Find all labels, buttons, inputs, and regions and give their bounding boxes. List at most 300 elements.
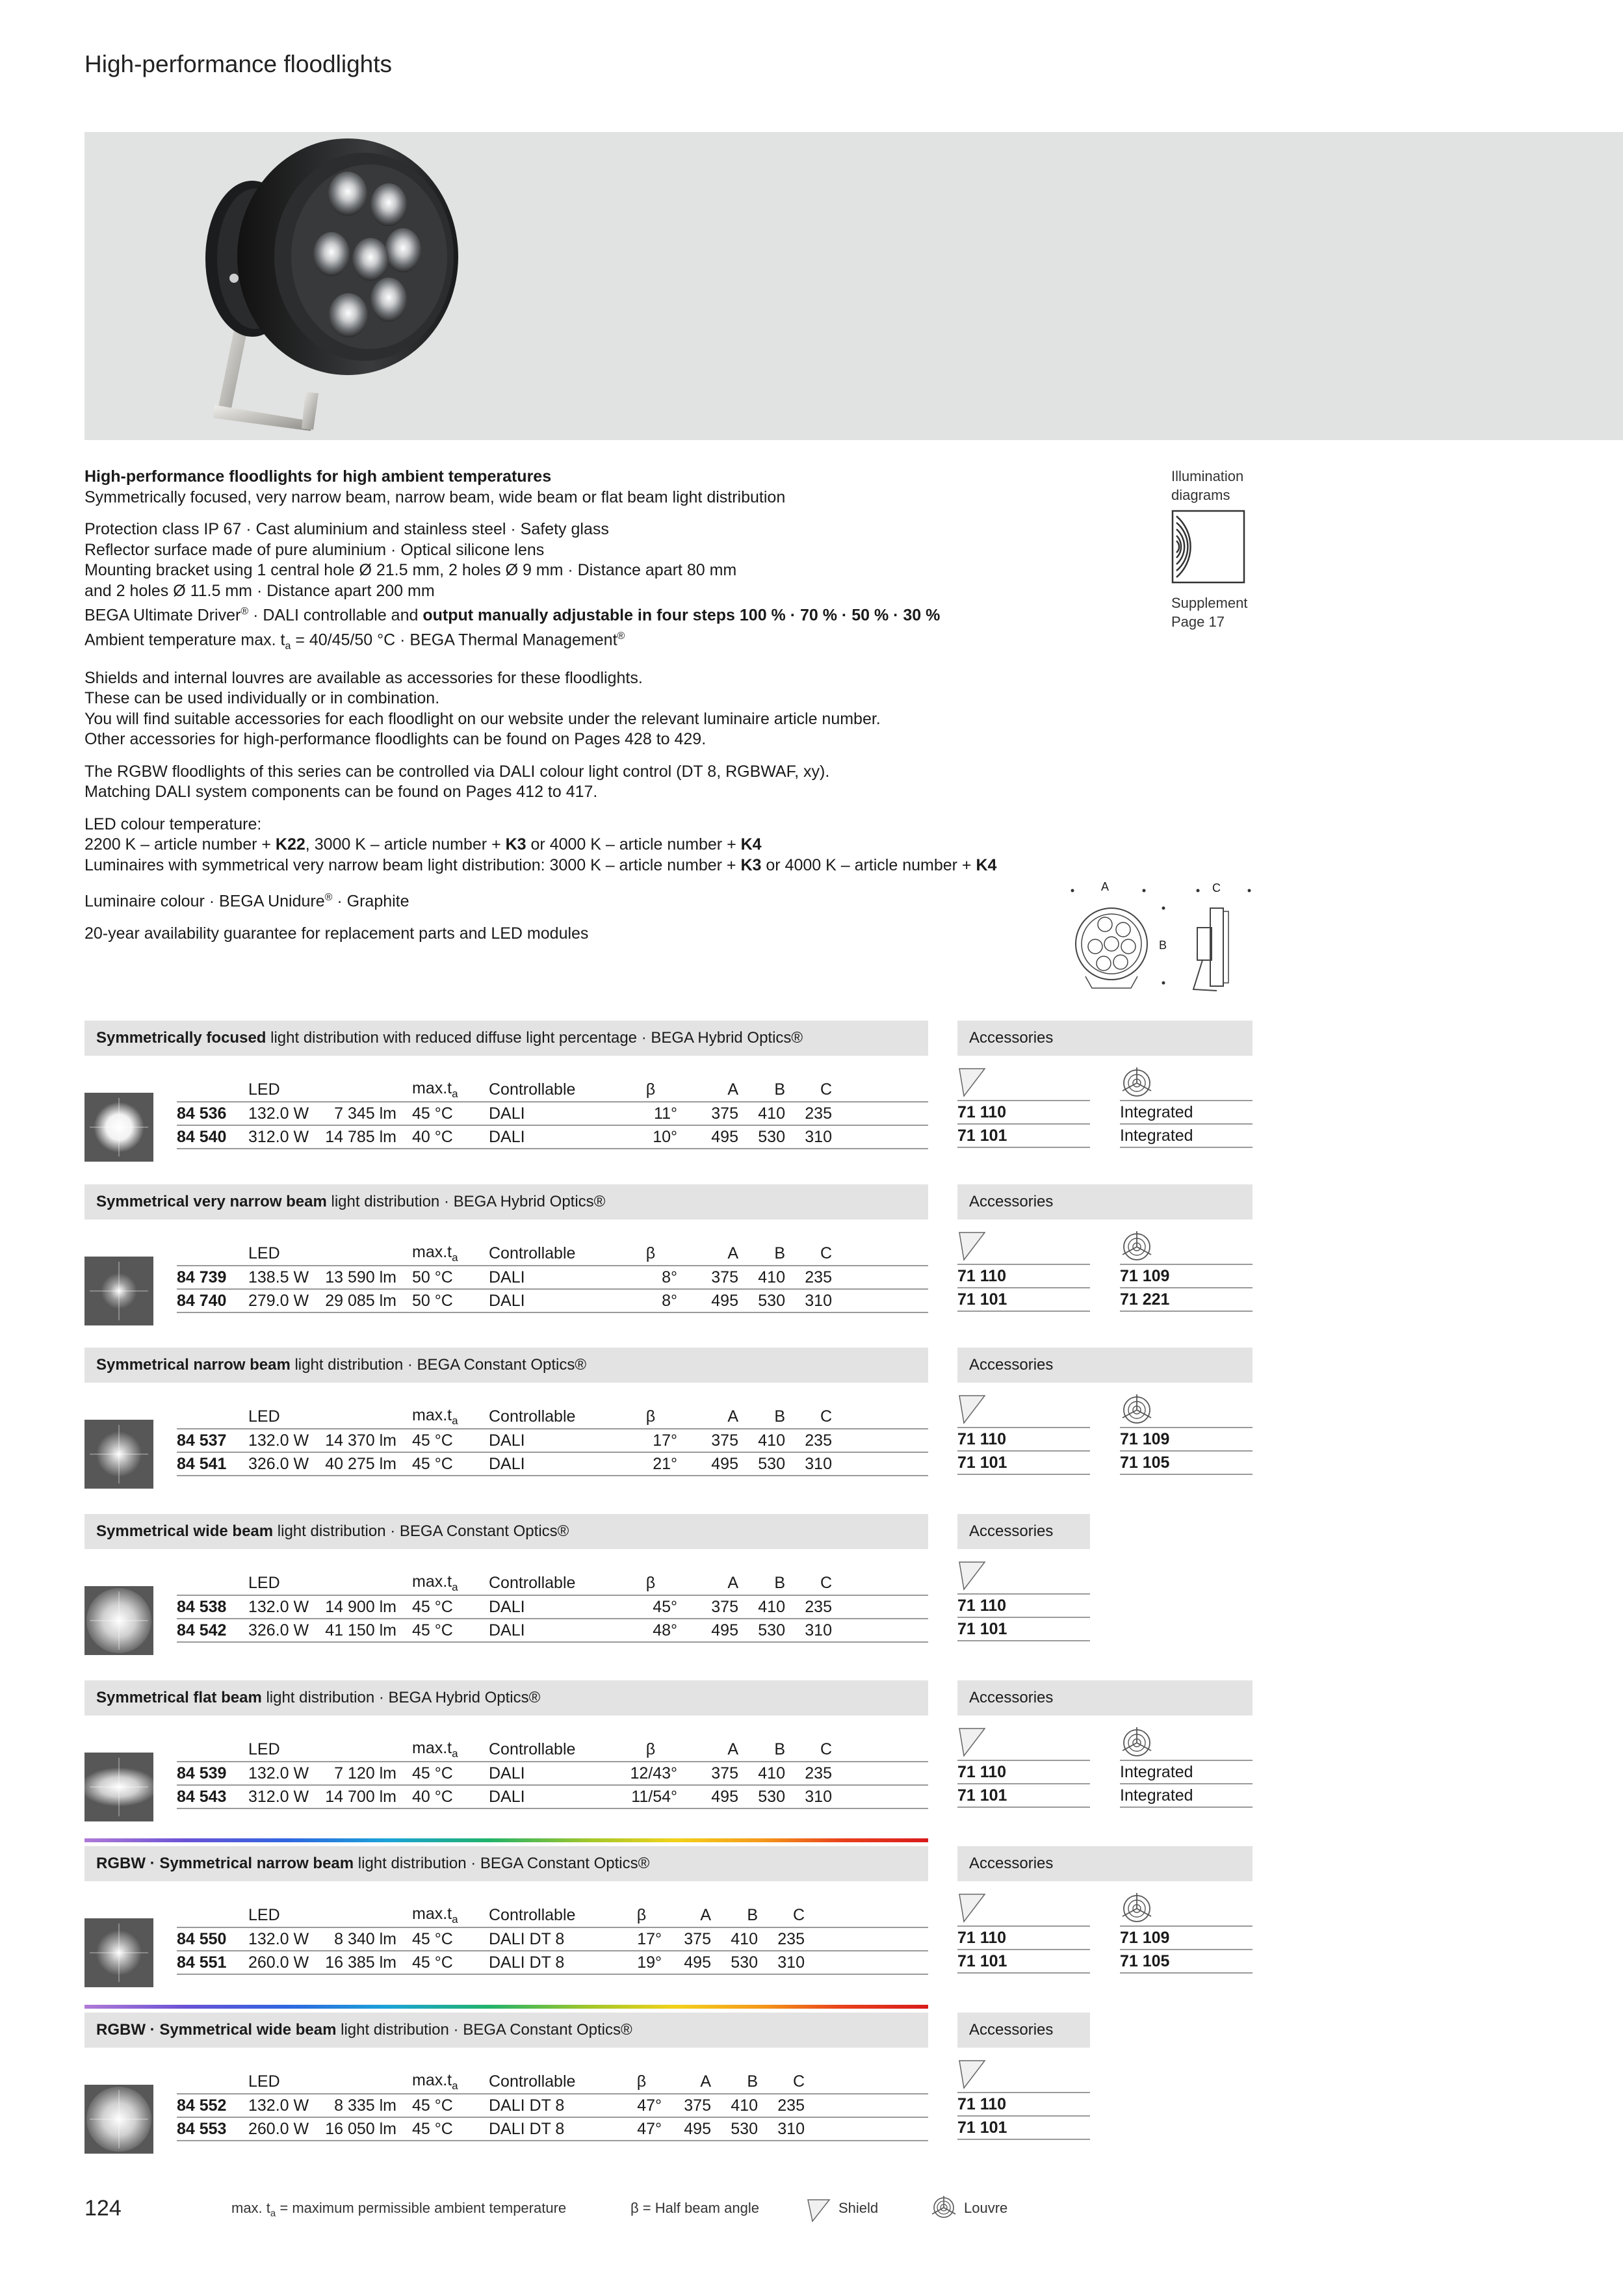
- louvre-article[interactable]: 71 109: [1120, 1927, 1253, 1950]
- beam-angle: 12/43°: [608, 1762, 693, 1785]
- max-temp: 40 °C: [412, 1125, 489, 1149]
- spacer: [838, 1452, 928, 1476]
- shield-icon: [957, 1559, 987, 1592]
- louvre-accessories: [1120, 1230, 1253, 1312]
- col-beta: [606, 1903, 677, 1927]
- louvre-icon: [1120, 1726, 1154, 1758]
- col-b: [745, 1242, 792, 1266]
- louvre-icon-cell: [1120, 1230, 1253, 1265]
- col-b-label: B: [747, 1905, 758, 1924]
- col-maxt-sub: a: [452, 1747, 458, 1760]
- shield-accessories: [957, 1066, 1090, 1148]
- footer-beta: β = Half beam angle: [630, 2200, 759, 2216]
- louvre-icon: [1120, 1066, 1154, 1099]
- col-led: [248, 1571, 318, 1595]
- light-distribution-thumbnail: [84, 1093, 153, 1162]
- controllable: DALI: [489, 1125, 608, 1149]
- louvre-accessories: [1120, 1066, 1253, 1148]
- controllable: DALI DT 8: [489, 1927, 606, 1951]
- section-title-rest: light distribution with reduced diffuse light percentage · BEGA Hybrid Optics®: [266, 1029, 803, 1047]
- shield-icon: [957, 1066, 987, 1099]
- beam-angle: 8°: [608, 1289, 693, 1312]
- page-title: High-performance floodlights: [84, 51, 393, 77]
- col-maxt: [412, 1903, 489, 1927]
- col-c: [792, 1738, 838, 1762]
- col-led: [248, 2070, 318, 2094]
- luminaire-colour: · Graphite: [332, 892, 409, 911]
- illumination-diagrams: [1171, 467, 1288, 631]
- light-distribution-thumb: [84, 1093, 153, 1162]
- col-a: [693, 1242, 745, 1266]
- col-b-label: B: [774, 1573, 785, 1592]
- controllable: DALI: [489, 1762, 608, 1785]
- spec-line: = 40/45/50 °C · BEGA Thermal Management: [291, 631, 617, 649]
- col-maxt: [412, 1242, 489, 1266]
- luminous-flux: 7 345 lm: [318, 1102, 412, 1125]
- shield-icon-cell: [957, 1066, 1090, 1101]
- colour-temp-text: Luminaires with symmetrical very narrow beam light distribution: 3000 K – article number +: [84, 855, 741, 874]
- luminous-flux: 41 150 lm: [318, 1619, 412, 1642]
- spacer: [838, 1571, 928, 1595]
- table-row: [177, 1951, 928, 1974]
- table-row: [177, 1595, 928, 1619]
- product-hero: [84, 132, 1623, 440]
- luminaire-colour: Luminaire colour · BEGA Unidure: [84, 892, 325, 911]
- table-row: [177, 1125, 928, 1149]
- luminous-flux: 14 370 lm: [318, 1429, 412, 1452]
- rgbw-colour-bar: [84, 1838, 928, 1842]
- controllable: DALI: [489, 1452, 608, 1476]
- beam-angle: 48°: [608, 1619, 693, 1642]
- col-maxt: [412, 1738, 489, 1762]
- wattage: 312.0 W: [248, 1785, 318, 1808]
- col-c-label: C: [820, 1244, 832, 1262]
- accessory-note: These can be used individually or in combination.: [84, 689, 440, 708]
- registered-mark: ®: [324, 892, 333, 904]
- product-table: [177, 1405, 928, 1476]
- col-maxt-label: max.t: [412, 1405, 452, 1424]
- dim-a: 375: [693, 1595, 745, 1619]
- spec-line: BEGA Ultimate Driver: [84, 606, 241, 625]
- max-temp: 45 °C: [412, 1619, 489, 1642]
- col-c: [792, 1405, 838, 1429]
- spacer: [838, 1102, 928, 1125]
- col-led-label: LED: [248, 1905, 280, 1924]
- col-c-label: C: [820, 1573, 832, 1592]
- louvre-article: Integrated: [1120, 1784, 1253, 1808]
- wattage: 326.0 W: [248, 1452, 318, 1476]
- shield-article[interactable]: 71 101: [957, 1452, 1090, 1475]
- accessories-header: Accessories: [957, 1348, 1253, 1383]
- shield-article[interactable]: 71 101: [957, 1784, 1090, 1808]
- product-table: [177, 1571, 928, 1643]
- col-maxt-label: max.t: [412, 1242, 452, 1261]
- light-distribution-thumb: [84, 1918, 153, 1987]
- intro-text: [84, 467, 1137, 956]
- col-b: [745, 1078, 792, 1102]
- spacer: [838, 1266, 928, 1289]
- spec-line: and 2 holes Ø 11.5 mm · Distance apart 200 mm: [84, 581, 435, 600]
- max-temp: 45 °C: [412, 1951, 489, 1974]
- shield-article[interactable]: 71 110: [957, 1927, 1090, 1950]
- beam-angle: 17°: [608, 1429, 693, 1452]
- dim-a: 375: [677, 2094, 718, 2117]
- section-header: [84, 1846, 928, 1881]
- art-number: 84 543: [177, 1785, 248, 1808]
- dim-b: 530: [745, 1785, 792, 1808]
- subscript: a: [285, 640, 291, 652]
- col-controllable: [489, 1571, 608, 1595]
- product-table: [177, 2070, 928, 2141]
- table-row: [177, 1102, 928, 1125]
- controllable: DALI DT 8: [489, 2094, 606, 2117]
- louvre-accessories: [1120, 1892, 1253, 1974]
- dim-c: 235: [792, 1102, 838, 1125]
- col-beta: [608, 1738, 693, 1762]
- dim-b: 530: [745, 1289, 792, 1312]
- col-maxt-label: max.t: [412, 1078, 452, 1097]
- louvre-article[interactable]: 71 105: [1120, 1452, 1253, 1475]
- light-distribution-thumb: [84, 1586, 153, 1655]
- light-distribution-thumbnail: [84, 1918, 153, 1987]
- table-row: [177, 1927, 928, 1951]
- shield-icon-cell: [957, 1726, 1090, 1761]
- shield-accessories: [957, 1559, 1090, 1641]
- shield-accessories: [957, 1892, 1090, 1974]
- dim-b: 410: [718, 2094, 764, 2117]
- spacer: [811, 1951, 928, 1974]
- illumination-diagram-icon: [1171, 510, 1245, 584]
- col-beta: [608, 1405, 693, 1429]
- max-temp: 45 °C: [412, 1595, 489, 1619]
- table-row: [177, 2094, 928, 2117]
- controllable: DALI: [489, 1289, 608, 1312]
- side-label: diagrams: [1171, 487, 1230, 503]
- controllable: DALI: [489, 1595, 608, 1619]
- section-title-bold: Symmetrically focused: [96, 1029, 266, 1047]
- dim-c: 235: [792, 1762, 838, 1785]
- col-led: [248, 1738, 318, 1762]
- dim-b: 410: [718, 1927, 764, 1951]
- louvre-article: Integrated: [1120, 1101, 1253, 1125]
- louvre-icon-cell: [1120, 1892, 1253, 1927]
- dim-c: 310: [792, 1619, 838, 1642]
- table-header-row: [177, 1405, 928, 1429]
- shield-article[interactable]: 71 101: [957, 1618, 1090, 1641]
- art-number: 84 550: [177, 1927, 248, 1951]
- controllable: DALI DT 8: [489, 1951, 606, 1974]
- col-c: [764, 2070, 811, 2094]
- col-led-label: LED: [248, 1080, 280, 1099]
- spec-line: Protection class IP 67 · Cast aluminium and stainless steel · Safety glass: [84, 520, 609, 538]
- col-c-label: C: [820, 1080, 832, 1099]
- louvre-article[interactable]: 71 105: [1120, 1950, 1253, 1974]
- shield-icon: [806, 2197, 832, 2223]
- section-title-rest: light distribution · BEGA Constant Optics®: [273, 1522, 569, 1540]
- section-title-bold: Symmetrical narrow beam: [96, 1356, 291, 1374]
- shield-article[interactable]: 71 110: [957, 1428, 1090, 1452]
- col-maxt-sub: a: [452, 1580, 458, 1593]
- shield-article[interactable]: 71 101: [957, 1125, 1090, 1148]
- shield-article[interactable]: 71 110: [957, 1265, 1090, 1288]
- col-led-label: LED: [248, 2072, 280, 2091]
- dim-a: 495: [693, 1619, 745, 1642]
- col-controllable-label: Controllable: [489, 2072, 576, 2091]
- col-b: [718, 1903, 764, 1927]
- col-a: [677, 2070, 718, 2094]
- col-a: [693, 1405, 745, 1429]
- col-c: [792, 1078, 838, 1102]
- beam-angle: 11/54°: [608, 1785, 693, 1808]
- col-controllable: [489, 2070, 606, 2094]
- dim-c: 310: [792, 1125, 838, 1149]
- col-controllable-label: Controllable: [489, 1244, 576, 1262]
- shield-icon: [957, 1892, 987, 1924]
- col-maxt-label: max.t: [412, 1904, 452, 1923]
- wattage: 132.0 W: [248, 1927, 318, 1951]
- side-label: Supplement: [1171, 595, 1248, 611]
- max-temp: 45 °C: [412, 1102, 489, 1125]
- shield-article[interactable]: 71 110: [957, 1101, 1090, 1125]
- luminous-flux: 16 385 lm: [318, 1951, 412, 1974]
- louvre-article: Integrated: [1120, 1125, 1253, 1148]
- col-led: [248, 1242, 318, 1266]
- spacer: [838, 1762, 928, 1785]
- table-header-row: [177, 2070, 928, 2094]
- beam-angle: 11°: [608, 1102, 693, 1125]
- shield-article[interactable]: 71 101: [957, 1288, 1090, 1312]
- spacer: [318, 1571, 412, 1595]
- product-table: [177, 1078, 928, 1149]
- col-b: [745, 1405, 792, 1429]
- wattage: 132.0 W: [248, 1429, 318, 1452]
- dim-c: 235: [792, 1429, 838, 1452]
- col-maxt: [412, 1405, 489, 1429]
- luminous-flux: 14 900 lm: [318, 1595, 412, 1619]
- section-title-rest: light distribution · BEGA Constant Optics®: [336, 2021, 632, 2039]
- dim-c: 310: [792, 1289, 838, 1312]
- spacer: [838, 1405, 928, 1429]
- art-number: 84 537: [177, 1429, 248, 1452]
- spacer: [177, 1405, 248, 1429]
- col-c: [764, 1903, 811, 1927]
- product-table: [177, 1738, 928, 1809]
- page-number: 124: [84, 2196, 122, 2221]
- col-beta-label: β: [645, 1740, 656, 1758]
- shield-accessories: [957, 2058, 1090, 2140]
- section-title-rest: light distribution · BEGA Constant Optics®: [290, 1356, 587, 1374]
- col-c-label: C: [792, 2072, 805, 2091]
- shield-article[interactable]: 71 110: [957, 1761, 1090, 1784]
- section-title-bold: Symmetrical wide beam: [96, 1522, 274, 1540]
- louvre-article[interactable]: 71 109: [1120, 1265, 1253, 1288]
- louvre-icon-cell: [1120, 1393, 1253, 1428]
- footer-louvre-label: Louvre: [964, 2200, 1008, 2216]
- wattage: 312.0 W: [248, 1125, 318, 1149]
- spacer: [838, 1619, 928, 1642]
- shield-icon: [957, 1726, 987, 1758]
- col-maxt: [412, 1571, 489, 1595]
- suffix-code: K4: [740, 835, 762, 854]
- louvre-article[interactable]: 71 221: [1120, 1288, 1253, 1312]
- spec-line: Reflector surface made of pure aluminium · Optical silicone lens: [84, 540, 545, 559]
- spacer: [318, 1078, 412, 1102]
- spacer: [811, 2094, 928, 2117]
- beam-angle: 47°: [606, 2117, 677, 2141]
- accessory-note: You will find suitable accessories for each floodlight on our website under the relevant luminaire article number.: [84, 709, 881, 728]
- wattage: 326.0 W: [248, 1619, 318, 1642]
- dim-a: 375: [677, 1927, 718, 1951]
- shield-article[interactable]: 71 101: [957, 1950, 1090, 1974]
- dim-a: 375: [693, 1102, 745, 1125]
- col-maxt-sub: a: [452, 1087, 458, 1100]
- accessory-note: Other accessories for high-performance floodlights can be found on Pages 428 to 429.: [84, 730, 707, 749]
- light-distribution-thumbnail: [84, 1420, 153, 1489]
- louvre-icon: [929, 2195, 958, 2221]
- col-maxt: [412, 2070, 489, 2094]
- art-number: 84 542: [177, 1619, 248, 1642]
- shield-accessories: [957, 1230, 1090, 1312]
- dim-b: 410: [745, 1762, 792, 1785]
- spacer: [318, 1242, 412, 1266]
- col-led: [248, 1405, 318, 1429]
- col-led-label: LED: [248, 1573, 280, 1592]
- controllable: DALI: [489, 1102, 608, 1125]
- table-header-row: [177, 1078, 928, 1102]
- light-distribution-thumb: [84, 2085, 153, 2154]
- col-b: [718, 2070, 764, 2094]
- col-controllable: [489, 1738, 608, 1762]
- luminous-flux: 14 700 lm: [318, 1785, 412, 1808]
- table-row: [177, 1619, 928, 1642]
- colour-temp-text: or 4000 K – article number +: [526, 835, 741, 854]
- spacer: [177, 1242, 248, 1266]
- wattage: 260.0 W: [248, 2117, 318, 2141]
- wattage: 132.0 W: [248, 1102, 318, 1125]
- spacer: [811, 1903, 928, 1927]
- section-header: [84, 1514, 928, 1549]
- footer-shield-label: Shield: [838, 2200, 879, 2216]
- col-c-label: C: [820, 1740, 832, 1758]
- shield-article[interactable]: 71 110: [957, 1595, 1090, 1618]
- suffix-code: K4: [976, 855, 997, 874]
- accessories-header: Accessories: [957, 1846, 1253, 1881]
- accessories-header: Accessories: [957, 1514, 1090, 1549]
- max-temp: 45 °C: [412, 1429, 489, 1452]
- luminous-flux: 7 120 lm: [318, 1762, 412, 1785]
- col-b-label: B: [774, 1740, 785, 1758]
- spacer: [838, 1242, 928, 1266]
- shield-icon: [957, 2058, 987, 2091]
- dim-c: 310: [792, 1785, 838, 1808]
- section-header: [84, 1184, 928, 1220]
- luminous-flux: 8 340 lm: [318, 1927, 412, 1951]
- col-a: [677, 1903, 718, 1927]
- dim-c: 310: [792, 1452, 838, 1476]
- spacer: [811, 2070, 928, 2094]
- table-row: [177, 1289, 928, 1312]
- light-distribution-thumb: [84, 1753, 153, 1821]
- col-controllable-label: Controllable: [489, 1573, 576, 1592]
- max-temp: 45 °C: [412, 1452, 489, 1476]
- table-row: [177, 1452, 928, 1476]
- col-beta-label: β: [636, 2072, 647, 2091]
- spacer: [318, 1903, 412, 1927]
- col-c-label: C: [792, 1905, 805, 1924]
- col-a-label: A: [727, 1244, 738, 1262]
- wattage: 138.5 W: [248, 1266, 318, 1289]
- col-a-label: A: [727, 1407, 738, 1426]
- shield-article[interactable]: 71 101: [957, 2117, 1090, 2140]
- col-maxt-label: max.t: [412, 1738, 452, 1757]
- art-number: 84 739: [177, 1266, 248, 1289]
- suffix-code: K22: [275, 835, 305, 854]
- light-distribution-thumbnail: [84, 1257, 153, 1325]
- light-distribution-thumbnail: [84, 1753, 153, 1821]
- spacer: [838, 1125, 928, 1149]
- accessories-header: Accessories: [957, 2013, 1090, 2048]
- dim-a: 495: [693, 1452, 745, 1476]
- col-maxt-label: max.t: [412, 1572, 452, 1591]
- col-beta-label: β: [636, 1905, 647, 1924]
- dim-b: 530: [745, 1125, 792, 1149]
- light-distribution-thumb: [84, 1420, 153, 1489]
- spacer: [838, 1738, 928, 1762]
- dim-b: 530: [718, 2117, 764, 2141]
- section-header: [84, 2013, 928, 2048]
- suffix-code: K3: [740, 855, 762, 874]
- art-number: 84 553: [177, 2117, 248, 2141]
- spec-line-bold: output manually adjustable in four steps 100 % · 70 % · 50 % · 30 %: [422, 606, 941, 625]
- col-b-label: B: [774, 1244, 785, 1262]
- louvre-article[interactable]: 71 109: [1120, 1428, 1253, 1452]
- table-row: [177, 1266, 928, 1289]
- shield-article[interactable]: 71 110: [957, 2093, 1090, 2117]
- col-beta-label: β: [645, 1407, 656, 1426]
- max-temp: 50 °C: [412, 1289, 489, 1312]
- dimension-label-b: B: [1159, 939, 1167, 952]
- spec-line: Ambient temperature max. t: [84, 631, 285, 649]
- max-temp: 45 °C: [412, 2094, 489, 2117]
- beam-angle: 10°: [608, 1125, 693, 1149]
- col-maxt-sub: a: [452, 2079, 458, 2092]
- intro-subheading: Symmetrically focused, very narrow beam, narrow beam, wide beam or flat beam light distribution: [84, 488, 786, 506]
- dim-a: 375: [693, 1762, 745, 1785]
- col-led-label: LED: [248, 1740, 280, 1758]
- luminous-flux: 14 785 lm: [318, 1125, 412, 1149]
- controllable: DALI: [489, 1785, 608, 1808]
- col-maxt-label: max.t: [412, 2070, 452, 2089]
- table-header-row: [177, 1738, 928, 1762]
- art-number: 84 552: [177, 2094, 248, 2117]
- col-c-label: C: [820, 1407, 832, 1426]
- shield-accessories: [957, 1726, 1090, 1808]
- col-beta-label: β: [645, 1080, 656, 1099]
- side-label: Illumination: [1171, 468, 1244, 484]
- product-table: [177, 1242, 928, 1313]
- dim-b: 530: [745, 1619, 792, 1642]
- controllable: DALI: [489, 1619, 608, 1642]
- col-b: [745, 1738, 792, 1762]
- louvre-article: Integrated: [1120, 1761, 1253, 1784]
- section-title-rest: light distribution · BEGA Hybrid Optics®: [261, 1689, 541, 1706]
- art-number: 84 536: [177, 1102, 248, 1125]
- side-label: Page 17: [1171, 614, 1225, 630]
- dim-a: 495: [677, 1951, 718, 1974]
- luminous-flux: 16 050 lm: [318, 2117, 412, 2141]
- table-row: [177, 1429, 928, 1452]
- footer-maxt: [231, 2200, 566, 2219]
